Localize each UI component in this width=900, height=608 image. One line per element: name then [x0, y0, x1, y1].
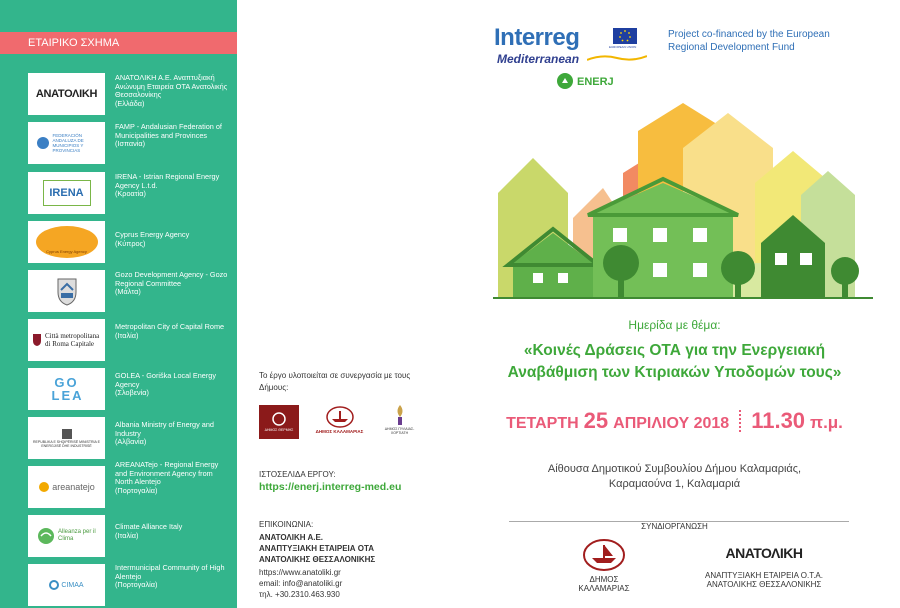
info-column — [237, 0, 449, 608]
partner-name: ΑΝΑΤΟΛΙΚΗ Α.Ε. Αναπτυξιακή Ανώνυμη Εταιρεία ΟΤΑ Ανατολικής Θεσσαλονίκης — [115, 73, 228, 100]
time-unit: π.μ. — [810, 413, 843, 432]
anatoliki-organizer: ΑΝΑΤΟΛΙΚΗ ΑΝΑΠΤΥΞΙΑΚΗ ΕΤΑΙΡΕΙΑ Ο.Τ.Α. ΑΝΑΤΟΛΙΚΗΣ ΘΕΣΣΑΛΟΝΙΚΗΣ — [705, 545, 823, 589]
partner-country: (Ισπανία) — [115, 139, 146, 149]
cofinanced-text: Project co-financed by the European Regional Development Fund — [668, 29, 830, 53]
partner-country: (Πορτογαλία) — [115, 580, 158, 590]
thermi-emblem-icon — [272, 412, 286, 426]
thermi-logo: ΔΗΜΟΣ ΘΕΡΜΗΣ — [259, 405, 299, 439]
cimaa-icon — [49, 580, 59, 590]
partner-gozo — [28, 270, 228, 312]
partner-irena — [28, 172, 228, 214]
date-month-year: ΑΠΡΙΛΙΟΥ 2018 — [613, 415, 730, 432]
cyprus-energy-logo: Cyprus Energy Agency — [28, 221, 105, 263]
albania-eagle-icon — [61, 428, 73, 440]
partner-name: Climate Alliance Italy — [115, 522, 183, 531]
partner-climate-alliance — [28, 515, 228, 557]
cooperation-text: Το έργο υλοποιείται σε συνεργασία με τους Δήμους: — [259, 371, 411, 392]
partner-name: AREANATejo - Regional Energy and Environment Agency from North Alentejo — [115, 460, 219, 487]
partner-country: (Ιταλία) — [115, 330, 139, 340]
contact-org: ΑΝΑΤΟΛΙΚΗΣ ΘΕΣΣΑΛΟΝΙΚΗΣ — [259, 555, 376, 564]
partners-sidebar — [0, 0, 237, 608]
date-divider — [739, 410, 741, 432]
partner-name: GOLEA - Goriška Local Energy Agency — [115, 371, 216, 389]
wave-decoration — [587, 54, 647, 62]
anatoliki-logo-large: ΑΝΑΤΟΛΙΚΗ — [725, 545, 803, 561]
partner-famp — [28, 122, 228, 164]
cimaa-logo: CIMAA — [28, 564, 105, 606]
kalamaria-organizer: ΔΗΜΟΣ ΚΑΛΑΜΑΡΙΑΣ — [574, 538, 634, 593]
partner-name: FAMP - Andalusian Federation of Municipalities and Provinces — [115, 122, 222, 140]
houses-illustration — [493, 103, 873, 303]
rome-logo: Città metropolitana di Roma Capitale — [28, 319, 105, 361]
famp-logo: FEDERACIÓN ANDALUZA DE MUNICIPIOS Y PROVINCIAS — [28, 122, 105, 164]
anatoliki-logo: ΑΝΑΤΟΛΙΚΗ — [28, 73, 105, 115]
partner-country: (Ελλάδα) — [115, 98, 145, 108]
partner-cimaa — [28, 564, 228, 606]
partner-country: (Κροατία) — [115, 189, 146, 199]
albania-logo: REPUBLIKA E SHQIPËRISË MINISTRIA E ENERGJISË DHE INDUSTRISË — [28, 417, 105, 459]
time-number: 11.30 — [751, 408, 806, 433]
famp-emblem-icon — [36, 136, 50, 150]
gozo-logo — [28, 270, 105, 312]
event-subtitle: Ημερίδα με θέμα: — [628, 318, 721, 332]
website-label: ΙΣΤΟΣΕΛΙΔΑ ΕΡΓΟΥ: — [259, 470, 336, 479]
contact-phone: τηλ. +30.2310.463.930 — [259, 590, 340, 599]
event-panel — [449, 0, 900, 608]
contact-org: ΑΝΑΤΟΛΙΚΗ Α.Ε. — [259, 533, 324, 542]
mediterranean-wordmark: Mediterranean — [497, 52, 580, 66]
partner-name: Albania Ministry of Energy and Industry — [115, 420, 214, 438]
partner-country: (Κύπρος) — [115, 238, 146, 248]
date-number: 25 — [583, 408, 609, 433]
date-day: ΤΕΤΑΡΤΗ — [506, 415, 579, 432]
partner-cyprus — [28, 221, 228, 263]
contact-email[interactable]: email: info@anatoliki.gr — [259, 579, 343, 588]
partner-country: (Σλοβενία) — [115, 388, 149, 398]
golea-logo: GO LEA — [28, 368, 105, 410]
partner-name: Gozo Development Agency - Gozo Regional Committee — [115, 270, 228, 288]
areanatejo-sun-icon — [38, 481, 50, 493]
partner-golea — [28, 368, 228, 410]
climate-globe-icon — [37, 527, 55, 545]
sidebar-header: ΕΤΑΙΡΙΚΟ ΣΧΗΜΑ — [0, 32, 237, 54]
event-datetime — [449, 408, 900, 434]
eu-flag-icon — [613, 28, 637, 44]
partner-country: (Μάλτα) — [115, 287, 141, 297]
eu-caption: EUROPEAN UNION — [609, 45, 637, 49]
organizers-label: ΣΥΝΔΙΟΡΓΑΝΩΣΗ — [631, 522, 718, 531]
partner-country: (Πορτογαλία) — [115, 485, 158, 495]
partner-name: Metropolitan City of Capital Rome — [115, 322, 225, 331]
contact-label: ΕΠΙΚΟΙΝΩΝΙΑ: — [259, 520, 314, 529]
irena-logo: IRENA — [28, 172, 105, 214]
ship-emblem-icon — [325, 405, 355, 429]
enerj-wordmark: ENERJ — [577, 76, 614, 88]
pylaia-logo: ΔΗΜΟΣ ΠΥΛΑΙΑΣ-ΧΟΡΤΙΑΤΗ — [377, 403, 422, 441]
areanatejo-logo: areanatejo — [28, 466, 105, 508]
interreg-wordmark: Interreg — [494, 24, 580, 51]
partner-name: Cyprus Energy Agency — [115, 230, 190, 239]
venue: Αίθουσα Δημοτικού Συμβουλίου Δήμου Καλαμαριάς, Καραμαούνα 1, Καλαμαριά — [547, 463, 802, 490]
website-link[interactable]: https://enerj.interreg-med.eu — [259, 481, 402, 493]
gozo-shield-icon — [56, 276, 78, 306]
climate-alliance-logo: Alleanza per il Clima — [28, 515, 105, 557]
partner-albania — [28, 417, 228, 459]
contact-org: ΑΝΑΠΤΥΞΙΑΚΗ ΕΤΑΙΡΕΙΑ ΟΤΑ — [259, 544, 375, 553]
partner-areanatejo — [28, 460, 228, 508]
partner-name: Intermunicipal Community of High Alentejo — [115, 563, 225, 581]
event-title: «Κοινές Δράσεις ΟΤΑ για την Ενεργειακή Αναβάθμιση των Κτιριακών Υποδομών τους» — [507, 342, 842, 381]
partner-country: (Αλβανία) — [115, 437, 147, 447]
kalamaria-logo-small: ΔΗΜΟΣ ΚΑΛΑΜΑΡΙΑΣ — [312, 405, 367, 441]
partner-name: IRENA - Istrian Regional Energy Agency L.t.d. — [115, 172, 220, 190]
partner-rome — [28, 319, 228, 361]
contact-website[interactable]: https://www.anatoliki.gr — [259, 568, 341, 577]
pylaia-emblem-icon — [391, 403, 409, 427]
kalamaria-ship-icon — [582, 538, 626, 572]
rome-crest-icon — [32, 333, 42, 347]
partner-anatoliki — [28, 73, 228, 115]
enerj-icon — [557, 73, 573, 89]
partner-country: (Ιταλία) — [115, 530, 139, 540]
